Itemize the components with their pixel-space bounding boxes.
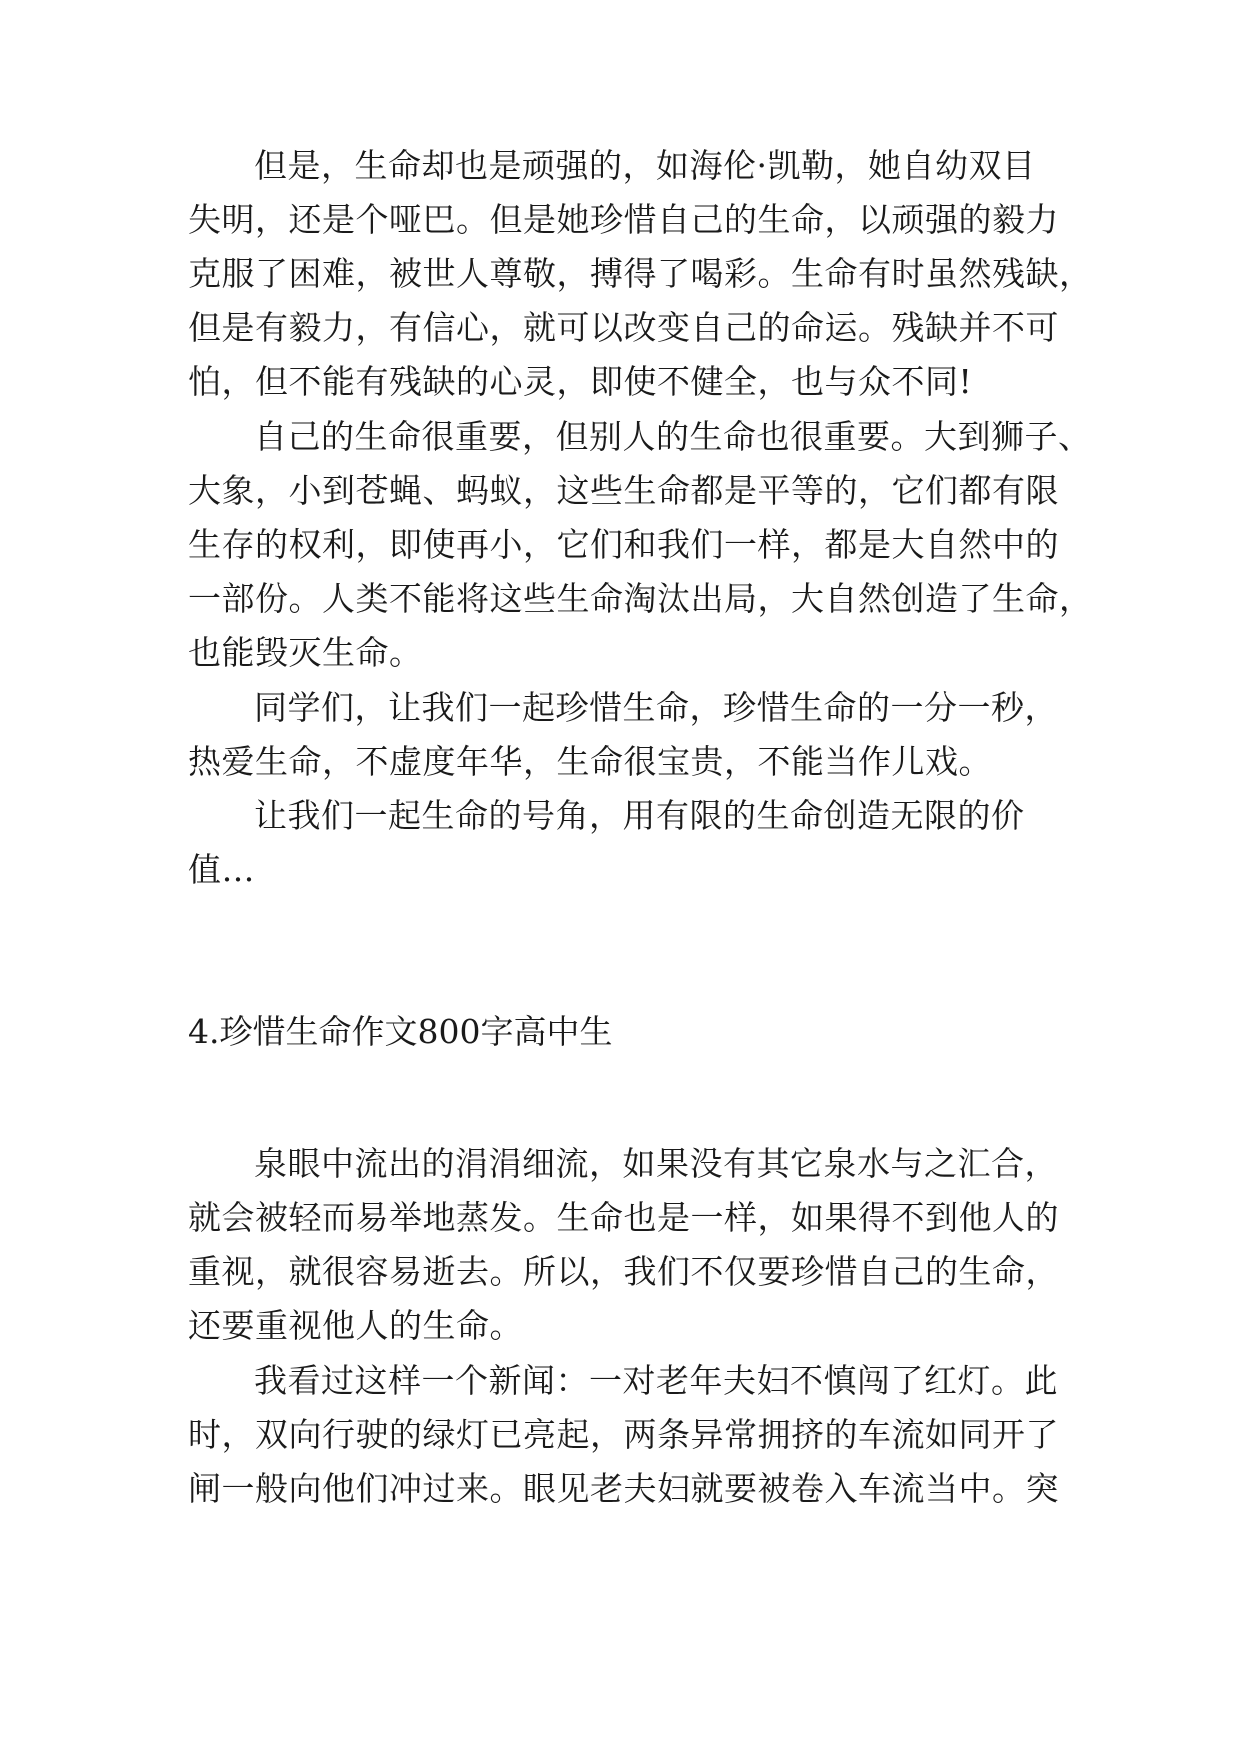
text-line: 热爱生命，不虚度年华，生命很宝贵，不能当作儿戏。 xyxy=(188,742,992,781)
text-line: 泉眼中流出的涓涓细流，如果没有其它泉水与之汇合， xyxy=(254,1144,1058,1183)
text-line: 同学们，让我们一起珍惜生命，珍惜生命的一分一秒， xyxy=(254,688,1058,727)
text-line: 我看过这样一个新闻：一对老年夫妇不慎闯了红灯。此 xyxy=(254,1361,1058,1400)
text-line: 重视，就很容易逝去。所以，我们不仅要珍惜自己的生命， xyxy=(188,1252,1059,1291)
text-line: 就会被轻而易举地蒸发。生命也是一样，如果得不到他人的 xyxy=(188,1198,1059,1237)
text-line: 自己的生命很重要，但别人的生命也很重要。大到狮子、 xyxy=(254,417,1092,456)
text-line: 让我们一起生命的号角，用有限的生命创造无限的价 xyxy=(254,796,1025,835)
text-line: 生存的权利，即使再小，它们和我们一样，都是大自然中的 xyxy=(188,525,1059,564)
section-heading: 4.珍惜生命作文800字高中生 xyxy=(188,1012,613,1051)
text-line: 怕，但不能有残缺的心灵，即使不健全，也与众不同! xyxy=(188,362,973,401)
text-line: 失明，还是个哑巴。但是她珍惜自己的生命，以顽强的毅力 xyxy=(188,200,1059,239)
text-line: 但是有毅力，有信心，就可以改变自己的命运。残缺并不可 xyxy=(188,308,1059,347)
text-line: 还要重视他人的生命。 xyxy=(188,1306,523,1345)
text-line: 时，双向行驶的绿灯已亮起，两条异常拥挤的车流如同开了 xyxy=(188,1415,1059,1454)
text-line: 但是，生命却也是顽强的，如海伦·凯勒，她自幼双目 xyxy=(254,146,1036,185)
text-line: 闸一般向他们冲过来。眼见老夫妇就要被卷入车流当中。突 xyxy=(188,1469,1059,1508)
text-line: 一部份。人类不能将这些生命淘汰出局，大自然创造了生命， xyxy=(188,579,1093,618)
text-line: 也能毁灭生命。 xyxy=(188,633,423,672)
text-line: 克服了困难，被世人尊敬，搏得了喝彩。生命有时虽然残缺， xyxy=(188,254,1093,293)
text-line: 值… xyxy=(188,850,255,889)
text-line: 大象，小到苍蝇、蚂蚁，这些生命都是平等的，它们都有限 xyxy=(188,471,1059,510)
